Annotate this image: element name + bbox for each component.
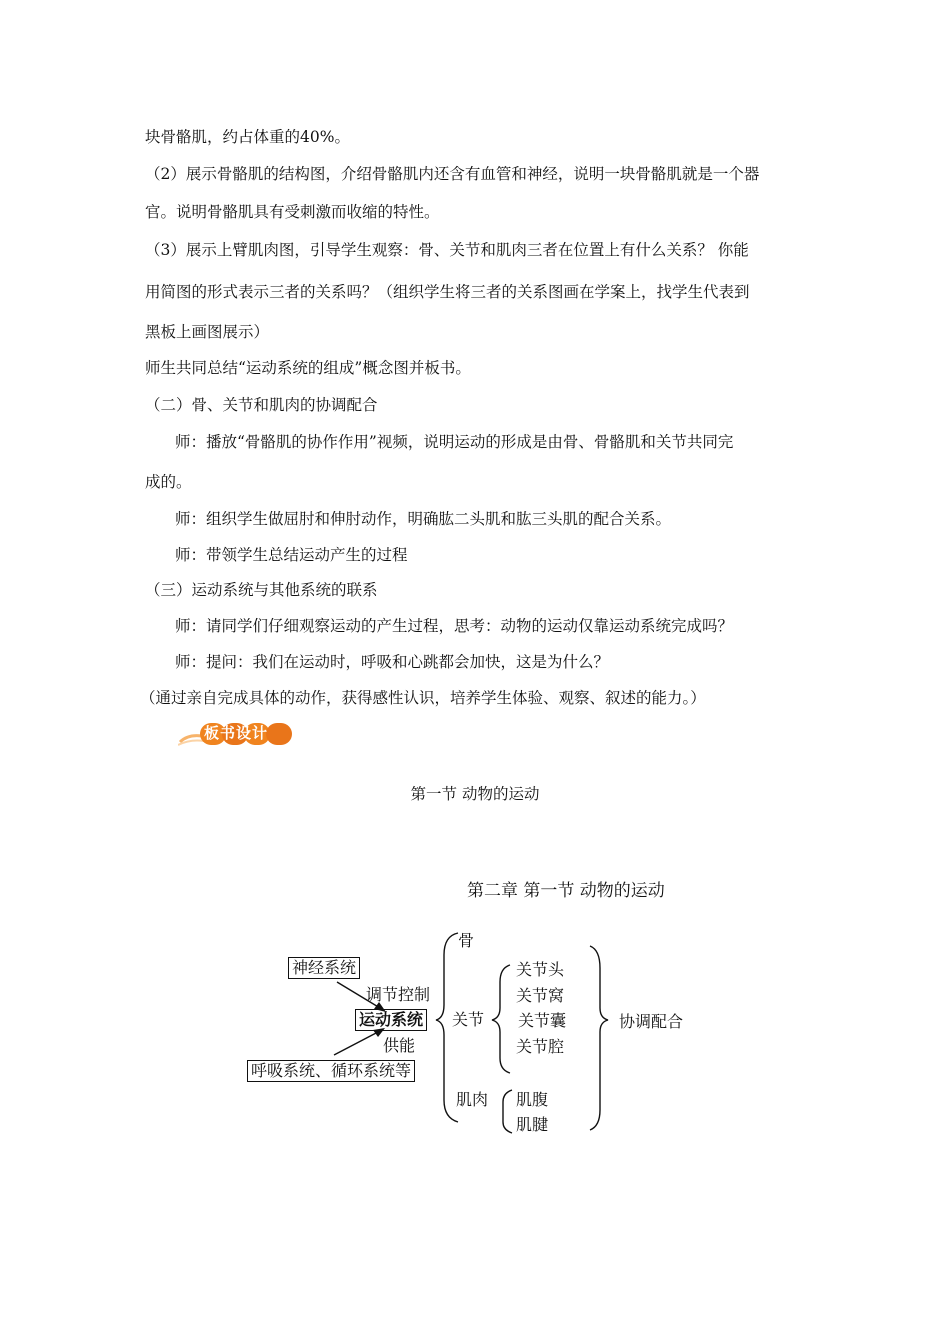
joint-cavity-label: 关节腔 (516, 1037, 565, 1056)
muscle-label: 肌肉 (456, 1090, 489, 1109)
subheading-coordination: （二）骨、关节和肌肉的协调配合 (145, 396, 378, 414)
paragraph-line-1: 块骨骼肌，约占体重的40%。 (145, 128, 350, 146)
paragraph-line-15: 师：提问：我们在运动时，呼吸和心跳都会加快，这是为什么？ (175, 653, 610, 671)
joint-socket-label: 关节窝 (516, 986, 565, 1005)
energy-supply-label: 供能 (383, 1036, 416, 1055)
paragraph-line-12: 师：带领学生总结运动产生的过程 (175, 546, 408, 564)
joint-label: 关节 (452, 1010, 485, 1029)
paragraph-line-7: 师生共同总结“运动系统的组成”概念图并板书。 (145, 359, 471, 377)
motion-system-box: 运动系统 (355, 1009, 427, 1031)
paragraph-line-4: （3）展示上臂肌肉图，引导学生观察：骨、关节和肌肉三者在位置上有什么关系？ 你能 (145, 241, 749, 259)
regulate-control-label: 调节控制 (366, 985, 431, 1004)
paragraph-line-3: 官。说明骨骼肌具有受刺激而收缩的特性。 (145, 203, 440, 221)
respiratory-circulatory-box: 呼吸系统、循环系统等 (247, 1060, 415, 1082)
joint-capsule-label: 关节囊 (518, 1011, 567, 1030)
paragraph-line-16: （通过亲自完成具体的动作，获得感性认识，培养学生体验、观察、叙述的能力。） (140, 689, 706, 707)
nervous-system-box: 神经系统 (288, 957, 360, 979)
tendon-label: 肌腱 (516, 1115, 549, 1134)
paragraph-line-10: 成的。 (145, 473, 192, 491)
paragraph-line-5: 用简图的形式表示三者的关系吗？（组织学生将三者的关系图画在学案上，找学生代表到 (145, 283, 750, 301)
subheading-other-systems: （三）运动系统与其他系统的联系 (145, 581, 378, 599)
paragraph-line-11: 师：组织学生做屈肘和伸肘动作，明确肱二头肌和肱三头肌的配合关系。 (175, 510, 672, 528)
section-title: 第一节 动物的运动 (410, 785, 540, 803)
paragraph-line-2: （2）展示骨骼肌的结构图，介绍骨骼肌内还含有血管和神经，说明一块骨骼肌就是一个器 (145, 165, 760, 183)
paragraph-line-14: 师：请同学们仔细观察运动的产生过程，思考：动物的运动仅靠运动系统完成吗？ (175, 617, 734, 635)
diagram-title: 第二章 第一节 动物的运动 (467, 881, 665, 901)
muscle-belly-label: 肌腹 (516, 1090, 549, 1109)
paragraph-line-6: 黑板上画图展示） (145, 323, 270, 341)
paragraph-line-9: 师：播放“骨骼肌的协作作用”视频，说明运动的形成是由骨、骨骼肌和关节共同完 (175, 433, 734, 451)
coordination-label: 协调配合 (619, 1012, 684, 1031)
joint-head-label: 关节头 (516, 960, 565, 979)
board-design-label: 板书设计 (204, 724, 269, 742)
bone-label: 骨 (458, 931, 475, 950)
